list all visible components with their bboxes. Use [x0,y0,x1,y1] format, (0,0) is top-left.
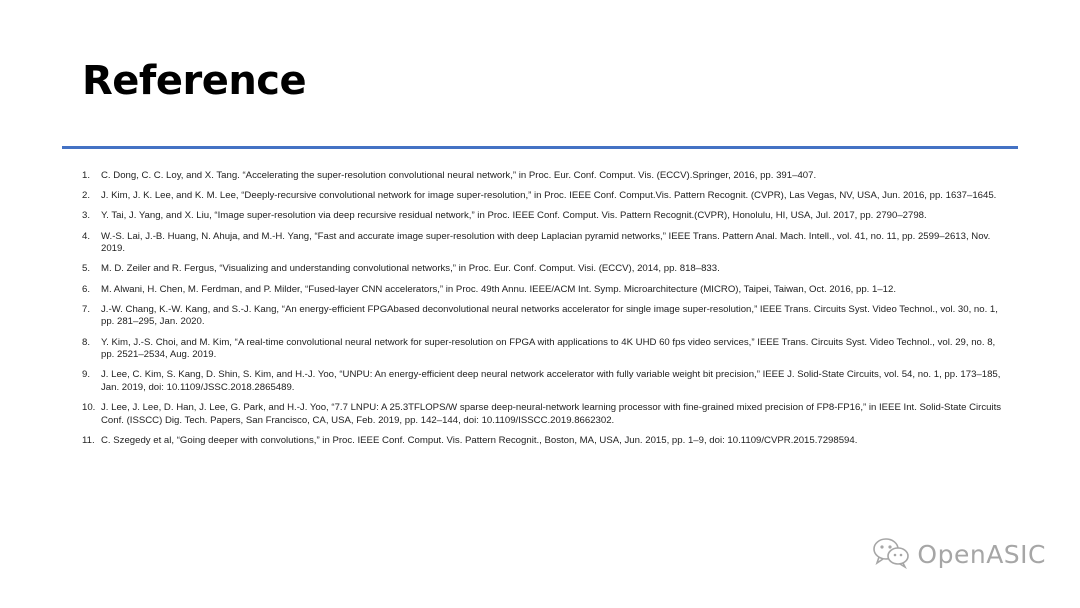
wechat-icon [871,535,911,574]
reference-number: 9. [82,369,91,381]
reference-number: 6. [82,283,91,295]
reference-list [82,170,1002,455]
reference-item [82,263,1002,276]
reference-item [82,369,1002,394]
reference-text: Y. Tai, J. Yang, and X. Liu, “Image super-resolution via deep recursive residual network,” in Proc. IEEE Conf. Comput. Vis. Pattern Recognit.(CVPR), Honolulu, HI, USA, Jul. 2017, pp. 2790–2798. [101,210,927,222]
reference-text: W.-S. Lai, J.-B. Huang, N. Ahuja, and M.-H. Yang, “Fast and accurate image super-resolution with deep Laplacian pyramid networks,” IEEE Trans. Pattern Anal. Mach. Intell., vol. 41, no. 11, pp. 2599–2613, Nov. 2019. [101,230,991,255]
reference-text: M. Alwani, H. Chen, M. Ferdman, and P. Milder, “Fused-layer CNN accelerators,” in Proc. 49th Annu. IEEE/ACM Int. Symp. Microarchitecture (MICRO), Taipei, Taiwan, Oct. 2016, pp. 1–12. [101,283,896,295]
reference-text: M. D. Zeiler and R. Fergus, “Visualizing and understanding convolutional networks,” in Proc. Eur. Conf. Comput. Visi. (ECCV), 2014, pp. 818–833. [101,263,720,275]
reference-number: 3. [82,210,91,222]
reference-text: C. Szegedy et al, “Going deeper with convolutions,” in Proc. IEEE Conf. Comput. Vis. Pattern Recognit., Boston, MA, USA, Jun. 2015, pp. 1–9, doi: 10.1109/CVPR.2015.7298594. [101,434,858,446]
watermark-text: OpenASIC [917,540,1046,569]
reference-item [82,284,1002,297]
reference-item [82,402,1002,427]
reference-text: J. Lee, C. Kim, S. Kang, D. Shin, S. Kim, and H.-J. Yoo, “UNPU: An energy-efficient deep neural network accelerator with fully variable weight bit precision,” IEEE J. Solid-State Circuits, vol. 54, no. 1, pp. 173–185, Jan. 2019, doi: 10.1109/JSSC.2018.2865489. [101,369,1001,393]
reference-text: J.-W. Chang, K.-W. Kang, and S.-J. Kang, “An energy-efficient FPGAbased deconvolutional neural networks accelerator for single image super-resolution,” IEEE Trans. Circuits Syst. Video Technol., vol. 30, no. 1, pp. 281–295, Jan. 2020. [101,303,998,328]
reference-number: 7. [82,303,91,315]
reference-number: 5. [82,263,91,275]
reference-item [82,304,1002,329]
reference-number: 8. [82,336,91,348]
reference-number: 2. [82,190,91,202]
reference-number: 1. [82,170,91,181]
reference-text: C. Dong, C. C. Loy, and X. Tang. “Accelerating the super-resolution convolutional neural network,” in Proc. Eur. Conf. Comput. Vis. (ECCV).Springer, 2016, pp. 391–407. [101,170,817,181]
reference-text: J. Kim, J. K. Lee, and K. M. Lee, “Deeply-recursive convolutional network for image super-resolution,” in Proc. IEEE Conf. Comput.Vis. Pattern Recognit. (CVPR), Las Vegas, NV, USA, Jun. 2016, pp. 1637–1645. [101,190,997,202]
reference-item [82,210,1002,223]
reference-text: Y. Kim, J.-S. Choi, and M. Kim, “A real-time convolutional neural network for super-resolution on FPGA with applications to 4K UHD 60 fps video services,” IEEE Trans. Circuits Syst. Video Technol., vol. 29, no. 8, pp. 2521–2534, Aug. 2019. [101,336,996,361]
reference-number: 10. [82,402,96,414]
reference-item [82,170,1002,183]
watermark [871,535,1046,574]
reference-item [82,231,1002,256]
reference-text: J. Lee, J. Lee, D. Han, J. Lee, G. Park, and H.-J. Yoo, “7.7 LNPU: A 25.3TFLOPS/W sparse deep-neural-network learning processor with fine-grained mixed precision of FP8-FP16,” in IEEE Int. Solid-State Circuits Conf. (ISSCC) Dig. Tech. Papers, San Francisco, CA, USA, Feb. 2019, pp. 142–144, doi: 10.1109/ISSCC.2019.8662302. [101,402,1002,426]
reference-item [82,190,1002,203]
reference-number: 11. [82,434,95,446]
reference-item [82,435,1002,448]
page-title: Reference [82,58,307,104]
reference-number: 4. [82,230,91,242]
reference-item [82,337,1002,362]
title-divider [62,146,1018,149]
